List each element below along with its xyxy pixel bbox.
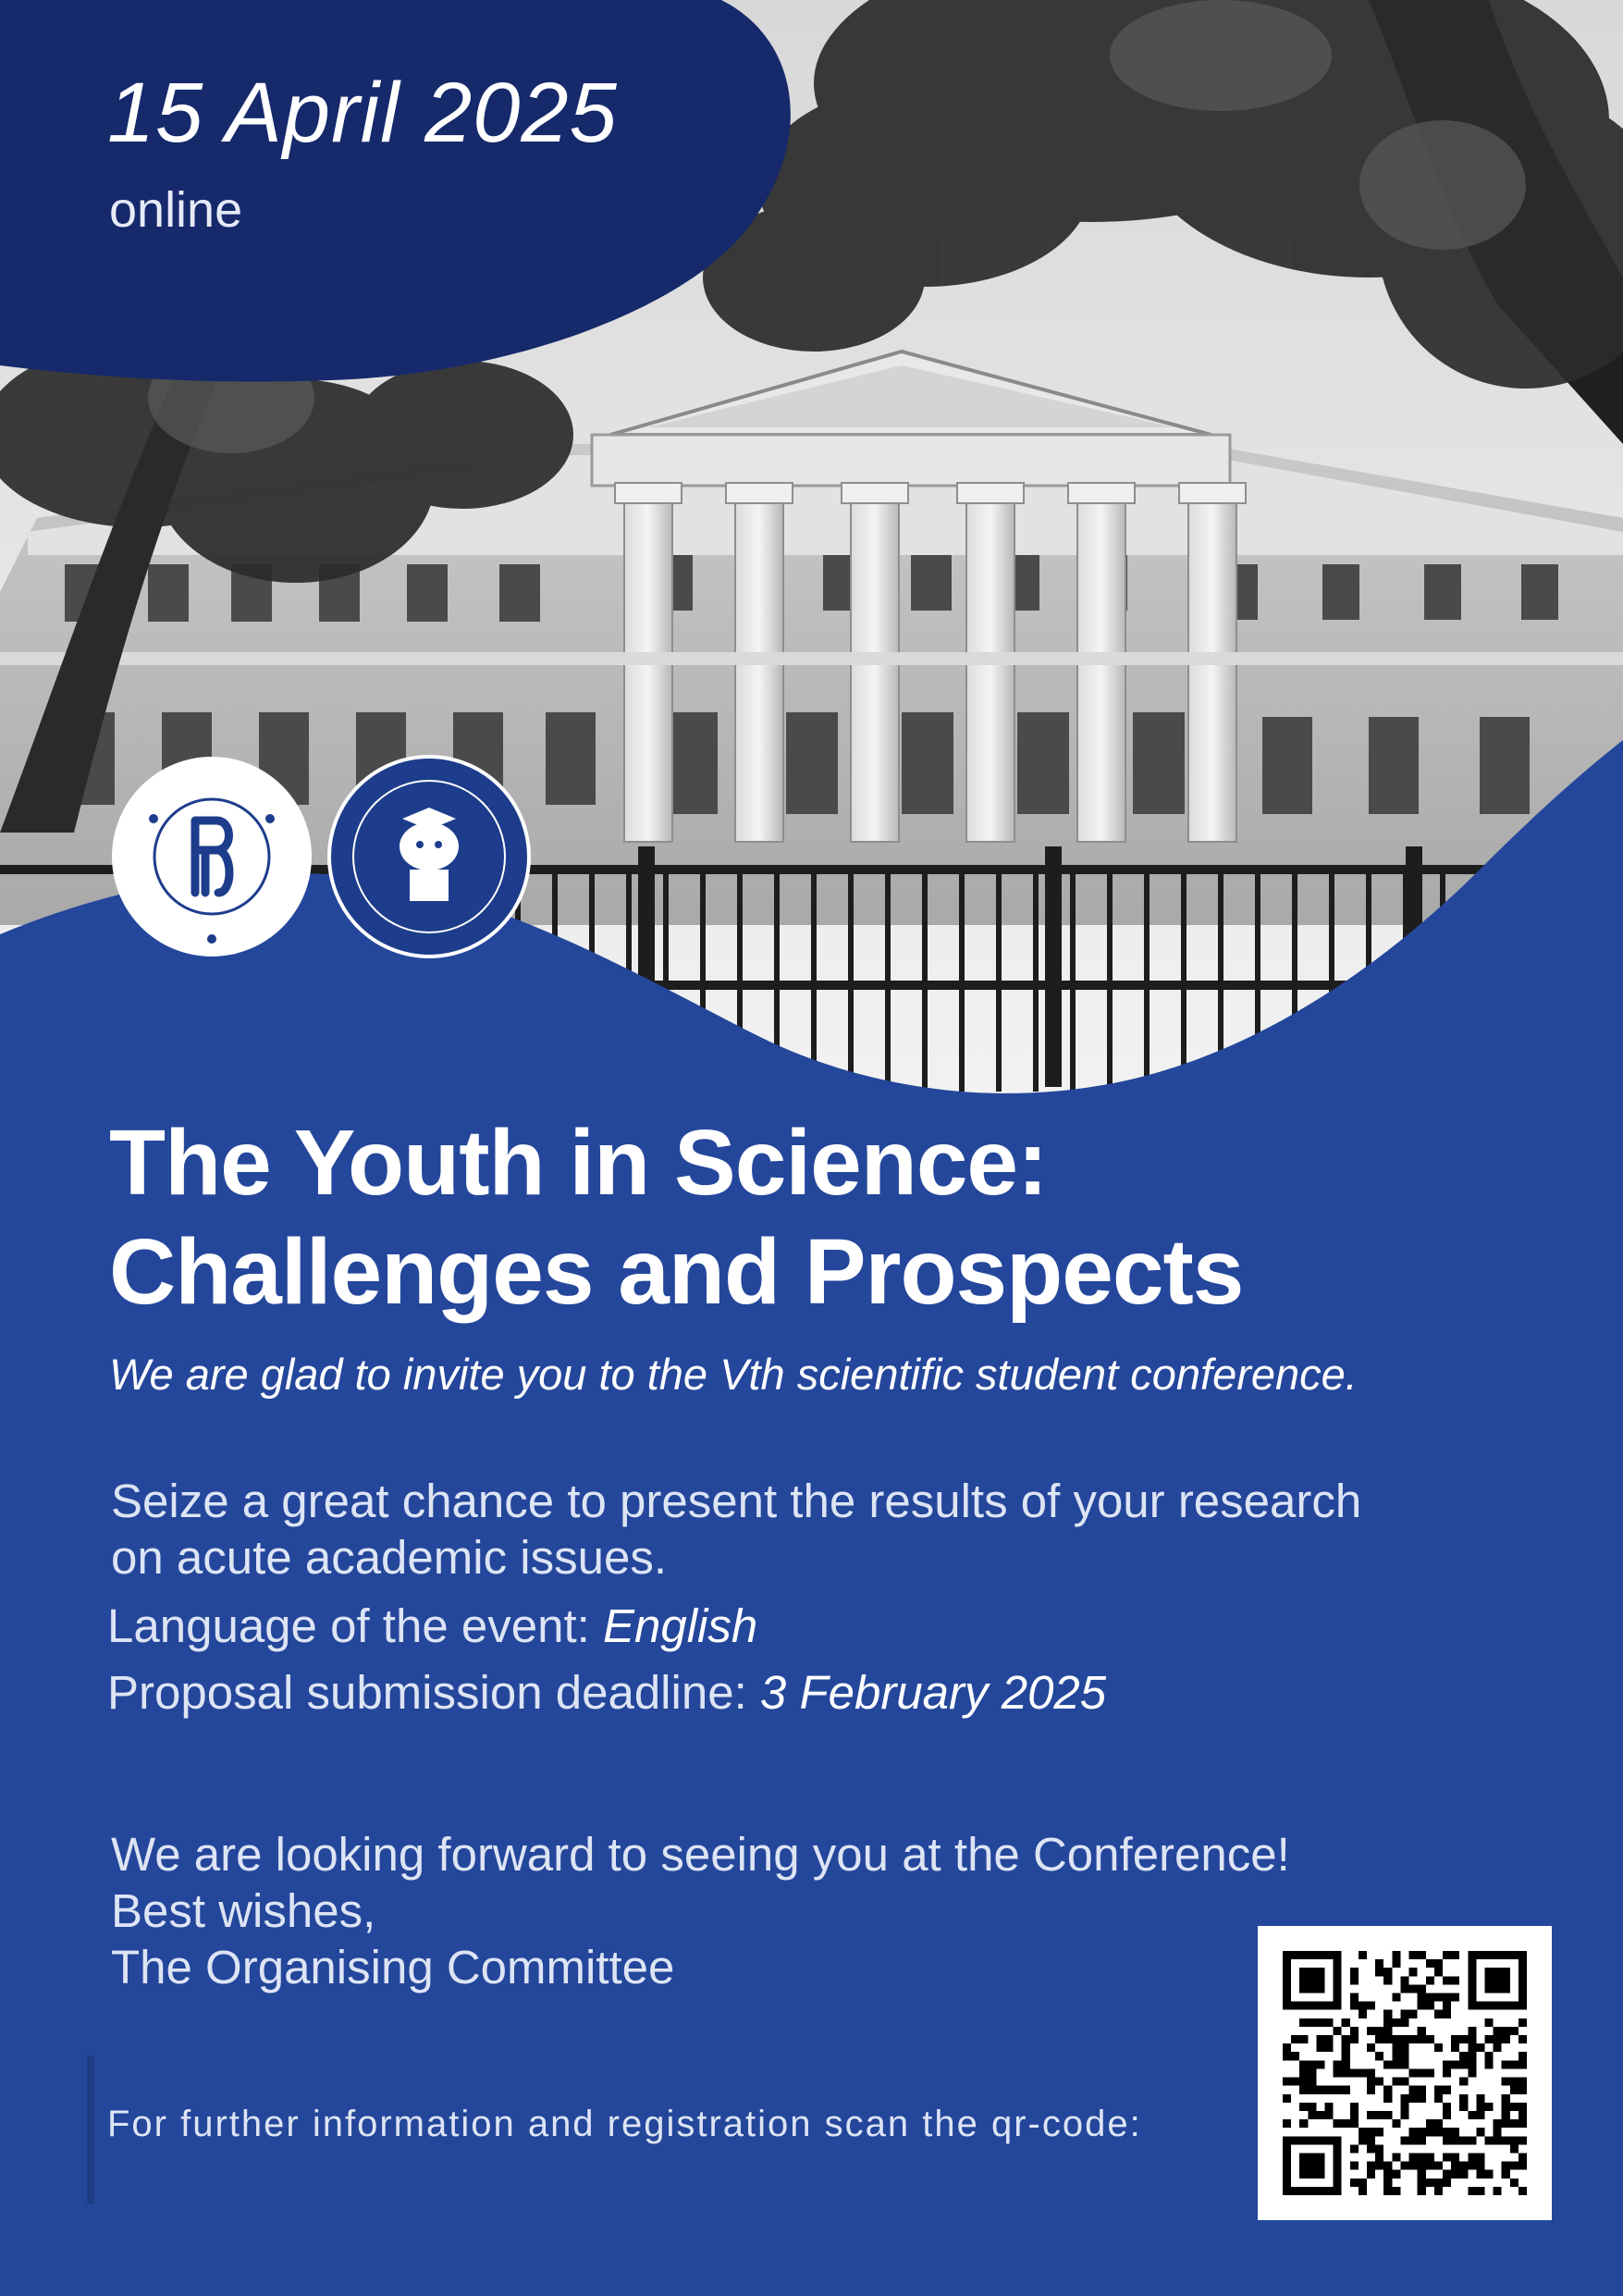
closing-line2: Best wishes, <box>111 1884 376 1937</box>
language-label: Language of the event: <box>107 1599 590 1652</box>
registration-info: For further information and registration scan the qr-code: <box>107 2104 1142 2144</box>
language-value: English <box>602 1599 758 1652</box>
deadline-label: Proposal submission deadline: <box>107 1666 747 1719</box>
qr-code-box[interactable] <box>1258 1926 1552 2220</box>
hse-logo-icon <box>109 754 314 959</box>
event-date: 15 April 2025 <box>107 66 618 160</box>
qr-code-icon[interactable] <box>1283 1951 1527 2195</box>
decorative-bar <box>87 2055 94 2203</box>
event-format: online <box>109 182 243 238</box>
description-line1: Seize a great chance to present the results of your research <box>111 1475 1362 1527</box>
language-row <box>107 1599 757 1653</box>
youth-in-science-logo-icon <box>326 754 532 959</box>
conference-title-line2: Challenges and Prospects <box>109 1220 1244 1324</box>
conference-title-line1: The Youth in Science: <box>109 1111 1048 1215</box>
invitation-text: We are glad to invite you to the Vth scientific student conference. <box>109 1350 1358 1399</box>
closing-signature: The Organising Committee <box>111 1941 675 1994</box>
deadline-value: 3 February 2025 <box>759 1666 1107 1719</box>
deadline-row <box>107 1665 1106 1720</box>
closing-line1: We are looking forward to seeing you at the Conference! <box>111 1828 1290 1881</box>
description-line2: on acute academic issues. <box>111 1531 667 1584</box>
